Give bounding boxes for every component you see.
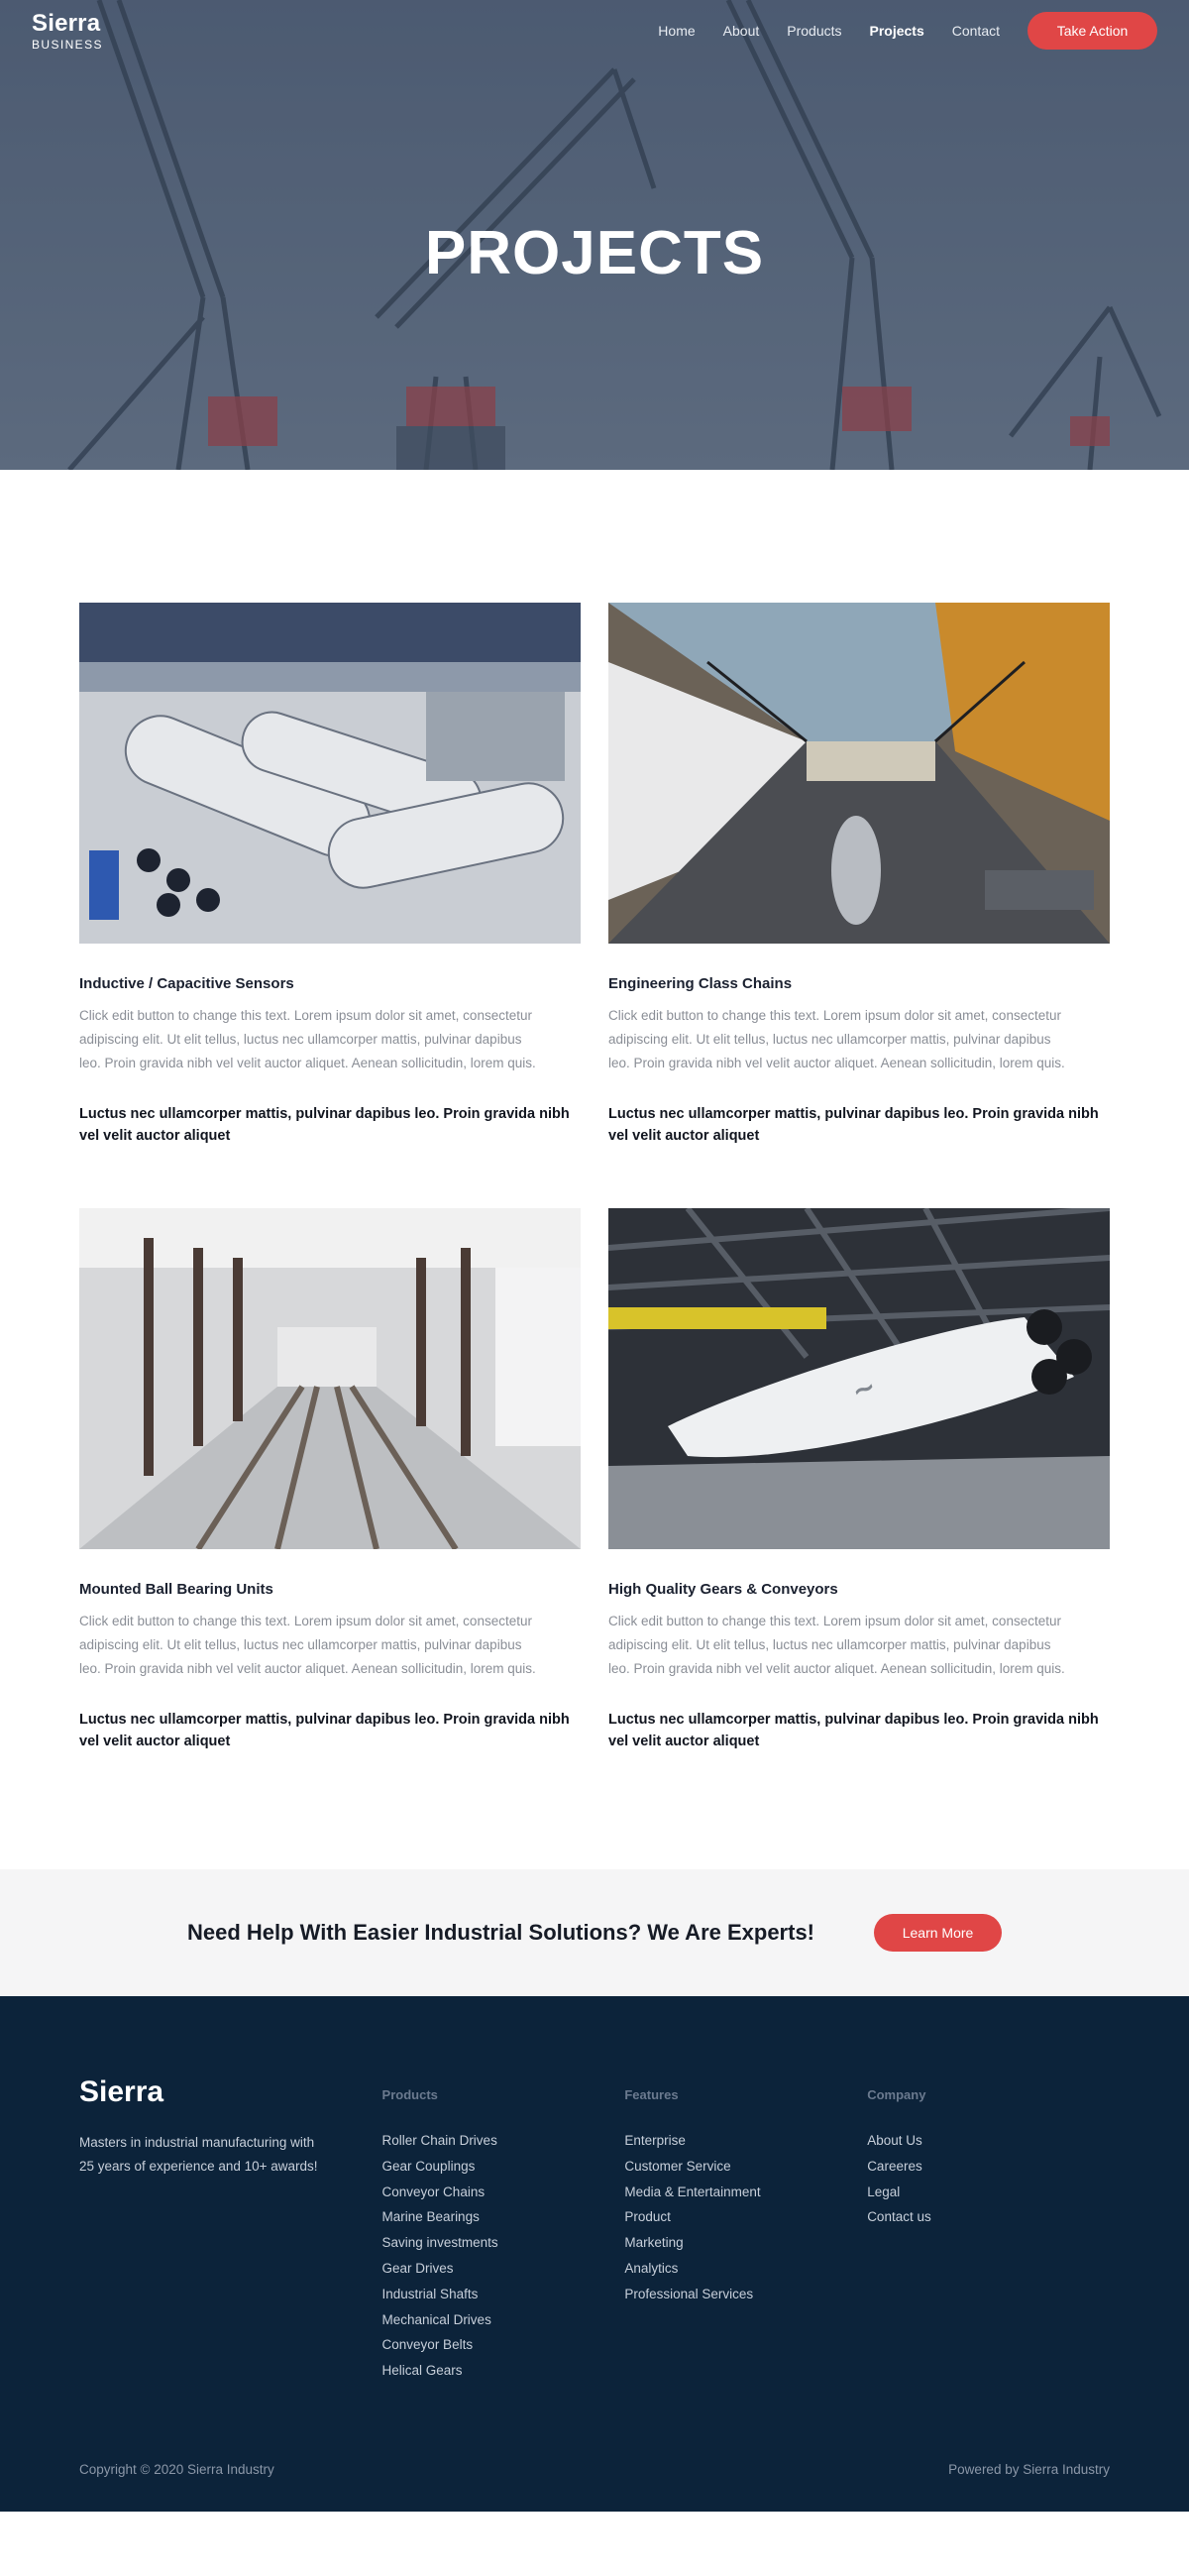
- footer-link[interactable]: Professional Services: [624, 2286, 754, 2301]
- project-image-bearing-warehouse[interactable]: [79, 1208, 581, 1549]
- footer-link[interactable]: Marine Bearings: [381, 2209, 480, 2225]
- project-title: Mounted Ball Bearing Units: [79, 1581, 273, 1598]
- project-card: [608, 1208, 1110, 1752]
- logo-subtitle: BUSINESS: [32, 37, 103, 52]
- logo-title: Sierra: [32, 9, 101, 37]
- project-card: [79, 1208, 581, 1752]
- footer-heading-products: Products: [381, 2087, 438, 2102]
- footer-link[interactable]: Conveyor Chains: [381, 2184, 486, 2199]
- cta-heading: Need Help With Easier Industrial Solutions? We Are Experts!: [186, 1920, 815, 1945]
- project-image-chains-hall[interactable]: [608, 603, 1110, 944]
- project-description: Click edit button to change this text. Lorem ipsum dolor sit amet, consectetur adipiscing elit. Ut elit tellus, luctus nec ullamcorper mattis, pulvinar dapibus leo. Proin gravida nibh vel velit auctor aliquet. Aenean sollicitudin, lorem quis.: [79, 1614, 536, 1676]
- footer-link[interactable]: Gear Drives: [381, 2260, 454, 2276]
- footer-columns: [79, 2075, 1110, 2384]
- project-lead: Luctus nec ullamcorper mattis, pulvinar dapibus leo. Proin gravida nibh vel velit auctor aliquet: [608, 1106, 1099, 1144]
- project-description: Click edit button to change this text. Lorem ipsum dolor sit amet, consectetur adipiscing elit. Ut elit tellus, luctus nec ullamcorper mattis, pulvinar dapibus leo. Proin gravida nibh vel velit auctor aliquet. Aenean sollicitudin, lorem quis.: [608, 1008, 1065, 1070]
- footer-link[interactable]: Media & Entertainment: [624, 2184, 761, 2199]
- site-logo[interactable]: [32, 9, 103, 52]
- nav-link-about[interactable]: About: [722, 23, 760, 39]
- nav-links: [630, 12, 1157, 50]
- page-title: PROJECTS: [424, 219, 765, 287]
- nav-link-contact[interactable]: Contact: [951, 23, 1000, 39]
- site-footer: [0, 1996, 1189, 2512]
- copyright-text: Copyright © 2020 Sierra Industry: [79, 2462, 274, 2477]
- hero-section: [0, 0, 1189, 470]
- footer-heading-features: Features: [624, 2087, 679, 2102]
- footer-link[interactable]: Customer Service: [624, 2158, 731, 2174]
- project-description: Click edit button to change this text. Lorem ipsum dolor sit amet, consectetur adipiscing elit. Ut elit tellus, luctus nec ullamcorper mattis, pulvinar dapibus leo. Proin gravida nibh vel velit auctor aliquet. Aenean sollicitudin, lorem quis.: [79, 1008, 536, 1070]
- powered-by-link[interactable]: Powered by Sierra Industry: [948, 2462, 1110, 2477]
- footer-column-features: [624, 2075, 867, 2384]
- footer-link[interactable]: Analytics: [624, 2260, 679, 2276]
- footer-link[interactable]: Careeres: [867, 2158, 922, 2174]
- project-lead: Luctus nec ullamcorper mattis, pulvinar dapibus leo. Proin gravida nibh vel velit auctor aliquet: [608, 1712, 1099, 1749]
- footer-link[interactable]: Saving investments: [381, 2235, 498, 2251]
- footer-link[interactable]: Legal: [867, 2184, 901, 2199]
- footer-column-company: [867, 2075, 1110, 2384]
- project-title: High Quality Gears & Conveyors: [608, 1581, 838, 1598]
- call-to-action-section: [0, 1869, 1189, 1996]
- nav-link-home[interactable]: Home: [658, 23, 696, 39]
- footer-link[interactable]: Mechanical Drives: [381, 2311, 491, 2327]
- top-navigation: [0, 0, 1189, 61]
- project-title: Inductive / Capacitive Sensors: [79, 975, 294, 992]
- footer-list-company: [867, 2128, 1110, 2230]
- project-lead: Luctus nec ullamcorper mattis, pulvinar dapibus leo. Proin gravida nibh vel velit auctor aliquet: [79, 1712, 570, 1749]
- footer-link[interactable]: Product: [624, 2209, 671, 2225]
- nav-link-projects[interactable]: Projects: [869, 23, 924, 39]
- footer-list-features: [624, 2128, 867, 2307]
- footer-column-products: [382, 2075, 625, 2384]
- footer-link[interactable]: Conveyor Belts: [381, 2337, 474, 2353]
- projects-section: [0, 470, 1189, 1869]
- svg-text:~: ~: [847, 1369, 881, 1408]
- footer-bottom-bar: [79, 2462, 1110, 2477]
- project-image-sensors-factory[interactable]: [79, 603, 581, 944]
- project-card: [608, 603, 1110, 1147]
- footer-link[interactable]: Contact us: [867, 2209, 931, 2225]
- project-card: [79, 603, 581, 1147]
- projects-grid: [79, 603, 1110, 1752]
- footer-link[interactable]: Helical Gears: [381, 2363, 463, 2379]
- footer-logo[interactable]: Sierra: [79, 2075, 164, 2108]
- footer-list-products: [382, 2128, 625, 2384]
- project-title: Engineering Class Chains: [608, 975, 793, 992]
- footer-link[interactable]: Gear Couplings: [381, 2158, 476, 2174]
- footer-brand: [79, 2075, 382, 2384]
- footer-about-text: Masters in industrial manufacturing with 25 years of experience and 10+ awards!: [79, 2135, 318, 2174]
- learn-more-button[interactable]: Learn More: [874, 1914, 1002, 1952]
- project-lead: Luctus nec ullamcorper mattis, pulvinar dapibus leo. Proin gravida nibh vel velit auctor aliquet: [79, 1106, 570, 1144]
- project-image-rocket-hangar[interactable]: [608, 1208, 1110, 1549]
- footer-link[interactable]: About Us: [867, 2133, 922, 2148]
- footer-link[interactable]: Roller Chain Drives: [381, 2133, 497, 2148]
- footer-link[interactable]: Enterprise: [624, 2133, 686, 2148]
- footer-link[interactable]: Industrial Shafts: [381, 2286, 479, 2301]
- footer-heading-company: Company: [867, 2087, 926, 2102]
- nav-link-products[interactable]: Products: [787, 23, 842, 39]
- project-description: Click edit button to change this text. Lorem ipsum dolor sit amet, consectetur adipiscing elit. Ut elit tellus, luctus nec ullamcorper mattis, pulvinar dapibus leo. Proin gravida nibh vel velit auctor aliquet. Aenean sollicitudin, lorem quis.: [608, 1614, 1065, 1676]
- footer-link[interactable]: Marketing: [624, 2235, 684, 2251]
- take-action-button[interactable]: Take Action: [1027, 12, 1157, 50]
